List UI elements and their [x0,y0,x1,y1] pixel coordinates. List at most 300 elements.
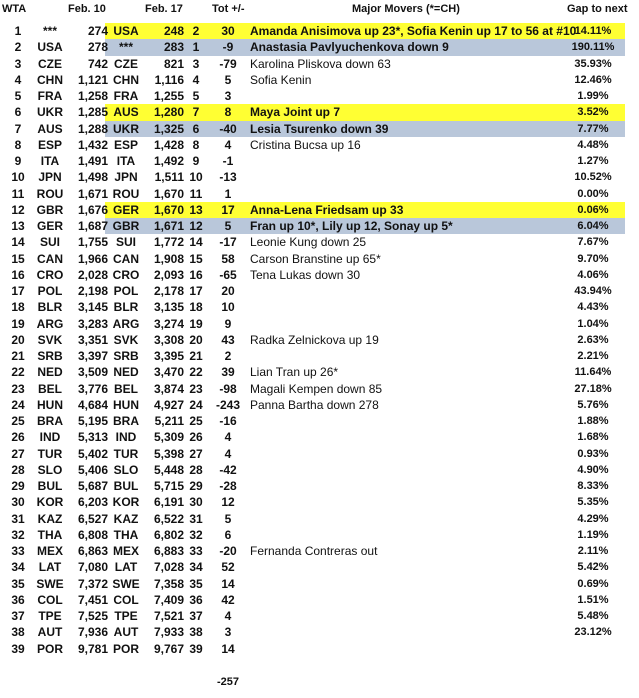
feb10-points-cell: 3,776 [77,381,108,396]
feb17-country-cell: KAZ [113,511,139,526]
major-movers-cell: Fernanda Contreras out [250,544,378,558]
header-movers: Major Movers (*=CH) [352,3,460,15]
feb17-rank-cell: 6 [192,121,200,136]
feb10-points-cell: 6,808 [77,527,108,542]
feb17-points-cell: 3,308 [153,332,184,347]
table-row [0,429,639,445]
feb10-points-cell: 3,145 [77,300,108,315]
gap-to-next-cell: 1.27% [577,155,609,167]
feb17-rank-cell: 22 [189,365,203,380]
feb10-country-cell: CZE [38,56,62,71]
feb17-country-cell: SVK [113,332,139,347]
gap-to-next-cell: 7.77% [577,122,609,135]
feb10-country-cell: COL [37,592,63,607]
table-row [0,316,639,332]
rank-cell: 18 [11,300,25,315]
feb17-rank-cell: 2 [192,24,200,38]
table-row [0,446,639,462]
table-row [0,137,639,153]
total-change-cell: -65 [219,267,237,282]
feb10-points-cell: 1,258 [77,89,108,103]
feb17-points-cell: 3,395 [153,349,184,363]
table-row [0,413,639,429]
feb17-points-cell: 1,671 [153,219,184,233]
rank-cell: 17 [11,284,25,298]
feb17-country-cell: POR [112,641,139,656]
table-row [0,56,639,72]
feb17-rank-cell: 38 [189,625,203,640]
total-change-cell: 1 [224,186,232,201]
total-change-cell: 4 [224,609,232,623]
feb10-country-cell: GBR [36,202,64,217]
total-change-cell: 6 [224,527,232,542]
feb17-rank-cell: 39 [189,641,203,656]
table-row [0,576,639,592]
table-row [0,462,639,478]
total-change-cell: 52 [221,560,235,575]
gap-to-next-cell: 23.12% [574,626,612,639]
total-change-cell: -79 [219,56,237,71]
table-row [0,397,639,413]
feb17-country-cell: BRA [113,414,139,428]
total-change-cell: 9 [224,316,232,331]
feb17-points-cell: 3,135 [153,300,184,315]
major-movers-cell: Fran up 10*, Lily up 12, Sonay up 5* [250,219,453,233]
total-change-cell: -17 [219,235,237,250]
feb10-country-cell: SRB [37,349,63,363]
feb10-country-cell: CRO [36,267,64,282]
gap-to-next-cell: 14.11% [574,25,612,37]
total-change-cell: -28 [219,479,237,493]
feb17-points-cell: 6,883 [153,544,184,558]
feb10-points-cell: 7,936 [77,625,108,640]
header-feb17: Feb. 17 [145,3,183,15]
table-row [0,511,639,527]
feb10-points-cell: 5,406 [77,462,108,477]
gap-to-next-cell: 1.04% [577,317,609,330]
rank-cell: 3 [14,56,22,71]
feb17-country-cell: AUS [113,105,139,120]
gap-to-next-cell: 43.94% [574,285,612,297]
feb17-rank-cell: 29 [189,479,203,493]
table-row [0,72,639,88]
total-change-cell: 14 [221,576,235,591]
feb10-points-cell: 1,285 [77,105,108,120]
total-change-cell: 4 [224,430,232,445]
feb17-country-cell: MEX [112,544,139,558]
major-movers-cell: Panna Bartha down 278 [250,397,379,412]
feb17-rank-cell: 1 [192,40,200,55]
feb17-country-cell: ARG [112,316,140,331]
feb10-points-cell: 5,313 [77,430,108,445]
rank-cell: 32 [11,527,25,542]
total-change-cell: 3 [224,89,232,103]
rank-cell: 14 [11,235,25,250]
rank-cell: 29 [11,479,25,493]
gap-to-next-cell: 10.52% [574,171,612,184]
rank-cell: 15 [11,251,25,266]
feb10-points-cell: 7,525 [77,609,108,623]
feb10-country-cell: NED [37,365,63,380]
rank-cell: 23 [11,381,25,396]
table-row [0,153,639,169]
table-row [0,527,639,543]
feb17-points-cell: 3,874 [153,381,184,396]
feb10-country-cell: FRA [37,89,63,103]
rank-cell: 5 [14,89,22,103]
feb17-points-cell: 2,178 [153,284,184,298]
feb10-points-cell: 7,080 [77,560,108,575]
gap-to-next-cell: 4.06% [577,268,609,281]
total-change-cell: 4 [224,137,232,152]
feb17-points-cell: 1,255 [153,89,184,103]
major-movers-cell: Amanda Anisimova up 23*, Sofia Kenin up 17 to 56 at #10 [250,24,577,38]
rank-cell: 1 [14,24,22,38]
feb10-points-cell: 3,283 [77,316,108,331]
feb17-country-cell: SLO [113,462,139,477]
feb17-points-cell: 5,309 [153,430,184,445]
feb17-country-cell: CRO [112,267,140,282]
table-row [0,251,639,267]
table-row [0,592,639,608]
feb17-rank-cell: 19 [189,316,203,331]
total-change-cell: 14 [221,641,235,656]
feb10-points-cell: 3,509 [77,365,108,380]
feb17-rank-cell: 23 [189,381,203,396]
feb10-points-cell: 4,684 [77,397,108,412]
gap-to-next-cell: 0.06% [577,203,609,216]
feb10-points-cell: 2,198 [77,284,108,298]
feb10-country-cell: SVK [37,332,63,347]
feb17-points-cell: 1,492 [153,154,184,168]
total-change-cell: 5 [224,72,232,87]
feb10-points-cell: 1,288 [77,121,108,136]
feb10-points-cell: 1,966 [77,251,108,266]
table-row [0,186,639,202]
feb10-country-cell: POL [37,284,63,298]
feb10-country-cell: CAN [37,251,63,266]
feb10-points-cell: 5,402 [77,446,108,461]
feb10-country-cell: THA [37,527,63,542]
feb10-country-cell: CHN [37,72,63,87]
feb17-points-cell: 7,409 [153,592,184,607]
gap-to-next-cell: 5.76% [577,398,609,411]
rank-cell: 31 [11,511,25,526]
feb10-country-cell: POR [36,641,63,656]
feb17-country-cell: BLR [113,300,139,315]
feb17-points-cell: 7,933 [153,625,184,640]
feb10-country-cell: MEX [36,544,63,558]
gap-to-next-cell: 2.11% [577,545,609,557]
feb10-country-cell: ARG [36,316,64,331]
rank-cell: 13 [11,219,25,233]
total-change-cell: 4 [224,446,232,461]
feb17-rank-cell: 30 [189,495,203,510]
feb10-points-cell: 3,351 [77,332,108,347]
rank-cell: 35 [11,576,25,591]
gap-to-next-cell: 4.90% [577,463,609,476]
feb17-rank-cell: 28 [189,462,203,477]
rank-cell: 27 [11,446,25,461]
total-change-cell: 20 [221,284,235,298]
major-movers-cell: Magali Kempen down 85 [250,381,383,396]
feb17-points-cell: 5,448 [153,462,184,477]
feb17-rank-cell: 21 [189,349,203,363]
rank-cell: 7 [14,121,22,136]
rank-cell: 34 [11,560,25,575]
feb17-points-cell: 7,358 [153,576,184,591]
rank-cell: 2 [14,40,22,55]
major-movers-cell: Radka Zelnickova up 19 [250,332,379,347]
feb17-country-cell: THA [113,527,139,542]
feb10-country-cell: TUR [37,446,63,461]
feb10-country-cell: BLR [37,300,63,315]
feb10-country-cell: JPN [38,170,62,185]
table-row [0,202,639,218]
feb17-points-cell: 5,715 [153,479,184,493]
total-change-cell: 12 [221,495,235,510]
feb17-points-cell: 1,908 [153,251,184,266]
header-tot: Tot +/- [212,3,245,15]
table-row [0,381,639,397]
feb17-country-cell: AUT [113,625,139,640]
feb17-points-cell: 7,028 [153,560,184,575]
feb10-points-cell: 1,755 [77,235,108,250]
feb17-rank-cell: 34 [189,560,203,575]
feb10-country-cell: BRA [37,414,63,428]
feb17-country-cell: *** [118,40,133,55]
total-change-cell: 3 [224,625,232,640]
table-row [0,299,639,315]
feb10-points-cell: 1,687 [77,219,108,233]
table-row [0,332,639,348]
feb17-rank-cell: 13 [189,202,203,217]
feb10-points-cell: 1,498 [77,170,108,185]
feb17-country-cell: SRB [113,349,139,363]
table-row [0,23,639,39]
major-movers-cell: Anastasia Pavlyuchenkova down 9 [250,40,449,55]
feb17-points-cell: 2,093 [153,267,184,282]
major-movers-cell: Sofia Kenin [250,72,312,87]
feb17-points-cell: 248 [163,24,184,38]
gap-to-next-cell: 1.51% [577,593,609,606]
feb17-rank-cell: 7 [192,105,200,120]
feb17-points-cell: 1,772 [153,235,184,250]
feb17-country-cell: USA [113,24,139,38]
feb17-rank-cell: 27 [189,446,203,461]
feb17-country-cell: CHN [113,72,139,87]
feb17-country-cell: FRA [113,89,139,103]
feb17-points-cell: 1,670 [153,186,184,201]
gap-to-next-cell: 9.70% [577,252,609,265]
feb17-rank-cell: 35 [189,576,203,591]
gap-to-next-cell: 35.93% [574,57,612,70]
feb17-rank-cell: 17 [189,284,203,298]
gap-to-next-cell: 3.52% [577,106,609,119]
feb10-country-cell: ITA [40,154,60,168]
total-change-cell: 5 [224,219,232,233]
feb10-points-cell: 1,121 [77,72,108,87]
table-row [0,364,639,380]
table-row [0,559,639,575]
feb10-country-cell: GER [36,219,63,233]
rank-cell: 33 [11,544,25,558]
feb10-points-cell: 274 [87,24,108,38]
feb10-points-cell: 3,397 [77,349,108,363]
feb17-country-cell: CAN [113,251,139,266]
feb17-rank-cell: 26 [189,430,203,445]
rank-cell: 21 [11,349,25,363]
feb10-country-cell: IND [39,430,61,445]
table-row [0,169,639,185]
gap-to-next-cell: 1.88% [577,415,609,427]
feb17-rank-cell: 3 [192,56,200,71]
table-row [0,543,639,559]
gap-to-next-cell: 0.00% [577,187,609,200]
feb17-country-cell: BUL [113,479,139,493]
feb17-rank-cell: 14 [189,235,203,250]
gap-to-next-cell: 6.04% [577,220,609,232]
feb17-country-cell: TUR [113,446,139,461]
feb10-country-cell: UKR [37,105,63,120]
feb17-points-cell: 1,428 [153,137,184,152]
total-change-cell: -20 [219,544,237,558]
rank-cell: 9 [14,154,22,168]
total-change-cell: 58 [221,251,235,266]
total-change-cell: 43 [221,332,235,347]
feb17-points-cell: 4,927 [153,397,184,412]
major-movers-cell: Lian Tran up 26* [250,365,339,380]
feb10-country-cell: BEL [38,381,62,396]
total-change-cell: -98 [219,381,237,396]
feb17-country-cell: ITA [116,154,136,168]
feb17-rank-cell: 4 [192,72,200,87]
feb10-points-cell: 5,687 [77,479,108,493]
feb10-country-cell: ESP [37,137,62,152]
rank-cell: 4 [14,72,22,87]
feb17-points-cell: 6,191 [153,495,184,510]
feb10-country-cell: TPE [38,609,62,623]
feb17-rank-cell: 31 [189,511,203,526]
feb17-country-cell: SWE [112,576,140,591]
gap-to-next-cell: 4.29% [577,512,609,525]
feb17-rank-cell: 9 [192,154,200,168]
table-row [0,218,639,234]
total-change-cell: 2 [224,349,232,363]
feb17-rank-cell: 25 [189,414,203,428]
feb17-country-cell: HUN [113,397,139,412]
total-change-cell: -40 [219,121,237,136]
feb17-rank-cell: 12 [189,219,203,233]
feb17-country-cell: ROU [112,186,140,201]
major-movers-cell: Anna-Lena Friedsam up 33 [250,202,404,217]
gap-to-next-cell: 4.48% [577,138,609,151]
table-row [0,641,639,657]
gap-to-next-cell: 1.19% [577,528,609,541]
feb17-country-cell: CZE [114,56,138,71]
rank-cell: 24 [11,397,25,412]
feb17-country-cell: BEL [114,381,138,396]
rank-cell: 20 [11,332,25,347]
feb17-points-cell: 1,116 [154,72,184,87]
gap-to-next-cell: 190.11% [571,41,615,54]
feb10-points-cell: 6,863 [77,544,108,558]
gap-to-next-cell: 5.35% [577,496,609,509]
rank-cell: 28 [11,462,25,477]
feb17-country-cell: TPE [114,609,138,623]
feb17-points-cell: 7,521 [153,609,184,623]
rank-cell: 38 [11,625,25,640]
feb10-points-cell: 2,028 [77,267,108,282]
feb17-country-cell: GBR [112,219,140,233]
gap-to-next-cell: 27.18% [574,382,612,395]
feb17-points-cell: 821 [163,56,184,71]
feb17-points-cell: 3,274 [153,316,184,331]
table-row [0,88,639,104]
rank-cell: 36 [11,592,25,607]
feb10-points-cell: 7,451 [77,592,108,607]
feb17-rank-cell: 5 [192,89,200,103]
feb10-points-cell: 5,195 [77,414,108,428]
feb17-rank-cell: 36 [189,592,203,607]
feb17-points-cell: 6,522 [153,511,184,526]
feb17-rank-cell: 18 [189,300,203,315]
feb17-points-cell: 1,325 [153,121,184,136]
feb17-points-cell: 5,398 [153,446,184,461]
feb17-points-cell: 283 [163,40,184,55]
header-rank: WTA [2,3,27,15]
total-change-cell: -9 [222,40,234,55]
feb10-points-cell: 1,432 [77,137,108,152]
feb17-points-cell: 1,280 [153,105,184,120]
major-movers-cell: Karolina Pliskova down 63 [250,56,391,71]
feb17-rank-cell: 20 [189,332,203,347]
rank-cell: 26 [11,430,25,445]
rank-cell: 10 [11,170,25,185]
feb10-country-cell: KAZ [37,511,63,526]
feb17-country-cell: LAT [114,560,138,575]
gap-to-next-cell: 5.48% [577,610,609,622]
feb17-rank-cell: 10 [189,170,203,185]
feb17-points-cell: 6,802 [153,527,184,542]
feb17-points-cell: 1,511 [154,170,184,185]
table-row [0,121,639,137]
major-movers-cell: Maya Joint up 7 [250,105,341,120]
table-row [0,348,639,364]
total-change-sum: -257 [216,676,240,688]
total-change-cell: -42 [219,462,237,477]
feb17-rank-cell: 8 [192,137,200,152]
gap-to-next-cell: 0.69% [577,577,609,590]
total-change-cell: 8 [224,105,232,120]
total-change-cell: 10 [221,300,235,315]
total-change-cell: 30 [221,24,235,38]
gap-to-next-cell: 0.93% [577,447,609,460]
rank-cell: 37 [11,609,25,623]
feb10-country-cell: USA [37,40,63,55]
feb17-rank-cell: 37 [189,609,203,623]
feb10-country-cell: SUI [39,235,60,250]
major-movers-cell: Cristina Bucsa up 16 [250,137,361,152]
gap-to-next-cell: 5.42% [577,561,609,574]
feb10-country-cell: KOR [36,495,64,510]
gap-to-next-cell: 1.68% [577,431,609,444]
feb10-country-cell: AUS [37,121,63,136]
table-row [0,283,639,299]
table-row [0,608,639,624]
rank-cell: 12 [11,202,25,217]
feb17-points-cell: 5,211 [154,414,184,428]
